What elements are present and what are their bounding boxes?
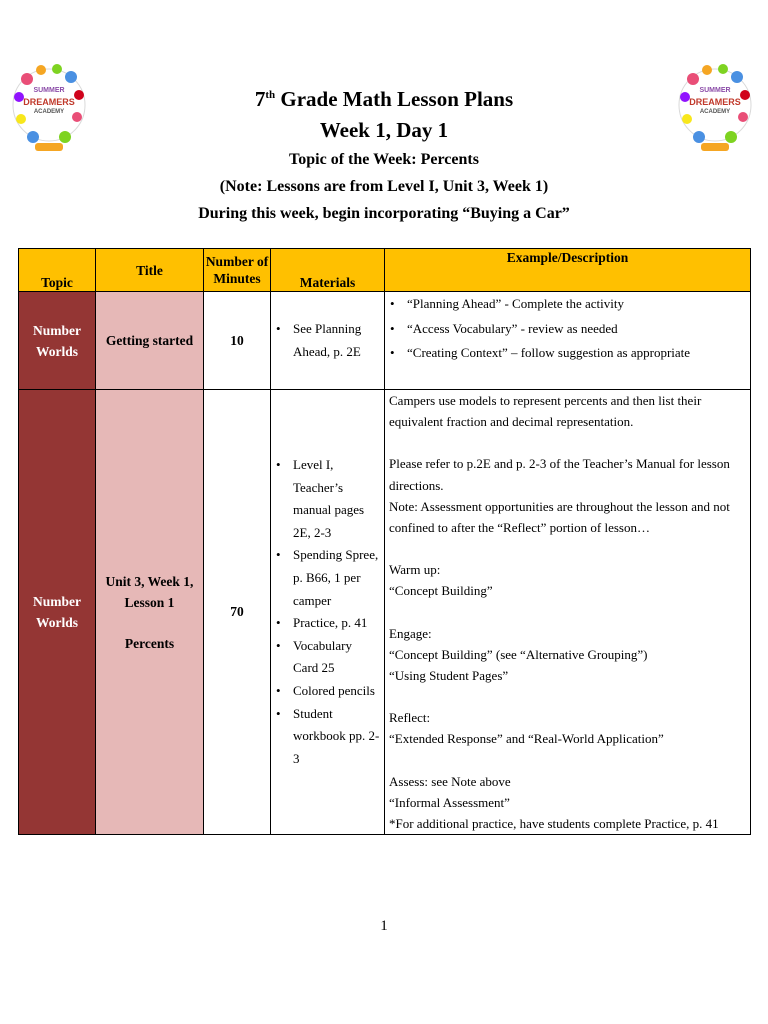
level-note: (Note: Lessons are from Level I, Unit 3, Week 1)	[219, 178, 549, 195]
row1-materials-list	[271, 318, 384, 363]
grade-number: 7	[254, 87, 266, 111]
desc-additional: *For additional practice, have students complete Practice, p. 41	[389, 816, 719, 832]
desc-note: Note: Assessment opportunities are throughout the lesson and not confined to after the “Reflect” portion of lesson…	[389, 498, 730, 536]
logo-line2: DREAMERS	[23, 97, 75, 107]
logo-line1: SUMMER	[699, 87, 731, 94]
row2-topic	[19, 390, 96, 835]
logo-line1: SUMMER	[33, 87, 65, 94]
row1-minutes: 10	[204, 292, 271, 390]
desc-refer: Please refer to p.2E and p. 2-3 of the Teacher’s Manual for lesson directions.	[389, 456, 730, 493]
title-rest: Grade Math Lesson Plans	[275, 87, 514, 111]
list-item: • Level I, Teacher’s manual pages 2E, 2-3	[271, 454, 380, 544]
desc-engage-item1: “Concept Building” (see “Alternative Grouping”)	[389, 646, 648, 662]
logo-line2: DREAMERS	[689, 97, 741, 107]
row1-topic-line2: Worlds	[35, 343, 78, 359]
row1-example	[385, 292, 751, 390]
row2-title	[96, 390, 204, 835]
table-row	[19, 390, 751, 835]
list-item: • Student workbook pp. 2-3	[271, 703, 380, 771]
desc-assess-item: “Informal Assessment”	[389, 794, 510, 810]
list-item: • Spending Spree, p. B66, 1 per camper	[271, 544, 380, 612]
list-item: • “Access Vocabulary” - review as needed	[385, 317, 746, 342]
list-item: • “Creating Context” – follow suggestion as appropriate	[385, 341, 746, 366]
row2-materials-list	[271, 454, 384, 770]
row2-description-text	[385, 390, 750, 834]
desc-engage-label: Engage:	[389, 625, 432, 641]
desc-reflect-item: “Extended Response” and “Real-World Application”	[389, 731, 664, 747]
row2-materials	[271, 390, 385, 835]
list-item: • Vocabulary Card 25	[271, 635, 380, 680]
header-minutes-line1: Number of	[205, 254, 269, 269]
row1-topic	[19, 292, 96, 390]
row2-topic-line1: Number	[33, 594, 81, 610]
table-header-row	[19, 249, 751, 292]
row1-example-list	[385, 292, 750, 366]
desc-intro: Campers use models to represent percents and then list their equivalent fraction and decimal representation.	[389, 393, 702, 430]
desc-warm-label: Warm up:	[389, 562, 441, 578]
row2-topic-line2: Worlds	[35, 615, 78, 631]
row1-topic-line1: Number	[33, 322, 81, 338]
logo-line3: ACADEMY	[699, 109, 731, 115]
topic-of-week: Topic of the Week: Percents	[289, 151, 479, 168]
header-minutes-line2: Minutes	[213, 271, 261, 286]
header-materials: Materials	[271, 249, 385, 292]
incorporate-note: During this week, begin incorporating “Buying a Car”	[198, 205, 570, 222]
document-header	[0, 84, 768, 227]
grade-suffix: th	[265, 89, 276, 101]
header-example: Example/Description	[385, 249, 751, 292]
list-item: • See Planning Ahead, p. 2E	[271, 318, 380, 363]
list-item: • “Planning Ahead” - Complete the activity	[385, 292, 746, 317]
row2-description	[385, 390, 751, 835]
desc-assess-label: Assess: see Note above	[389, 773, 511, 789]
row2-minutes: 70	[204, 390, 271, 835]
page-title	[0, 84, 768, 114]
header-title: Title	[96, 249, 204, 292]
row1-title: Getting started	[96, 292, 204, 390]
list-item: • Colored pencils	[271, 680, 380, 703]
row1-materials	[271, 292, 385, 390]
desc-warm-item: “Concept Building”	[389, 583, 493, 599]
week-day: Week 1, Day 1	[319, 118, 449, 142]
row2-title-line3: Percents	[124, 635, 175, 651]
header-topic: Topic	[19, 249, 96, 292]
row2-title-line2: Lesson 1	[124, 594, 175, 610]
logo-line3: ACADEMY	[33, 109, 65, 115]
header-minutes	[204, 249, 271, 292]
page-number: 1	[380, 918, 388, 934]
lesson-plan-table	[18, 248, 751, 835]
desc-engage-item2: “Using Student Pages”	[389, 668, 509, 684]
row2-title-line1: Unit 3, Week 1,	[105, 573, 194, 589]
table-row	[19, 292, 751, 390]
desc-reflect-label: Reflect:	[389, 710, 431, 726]
list-item: • Practice, p. 41	[271, 612, 380, 635]
